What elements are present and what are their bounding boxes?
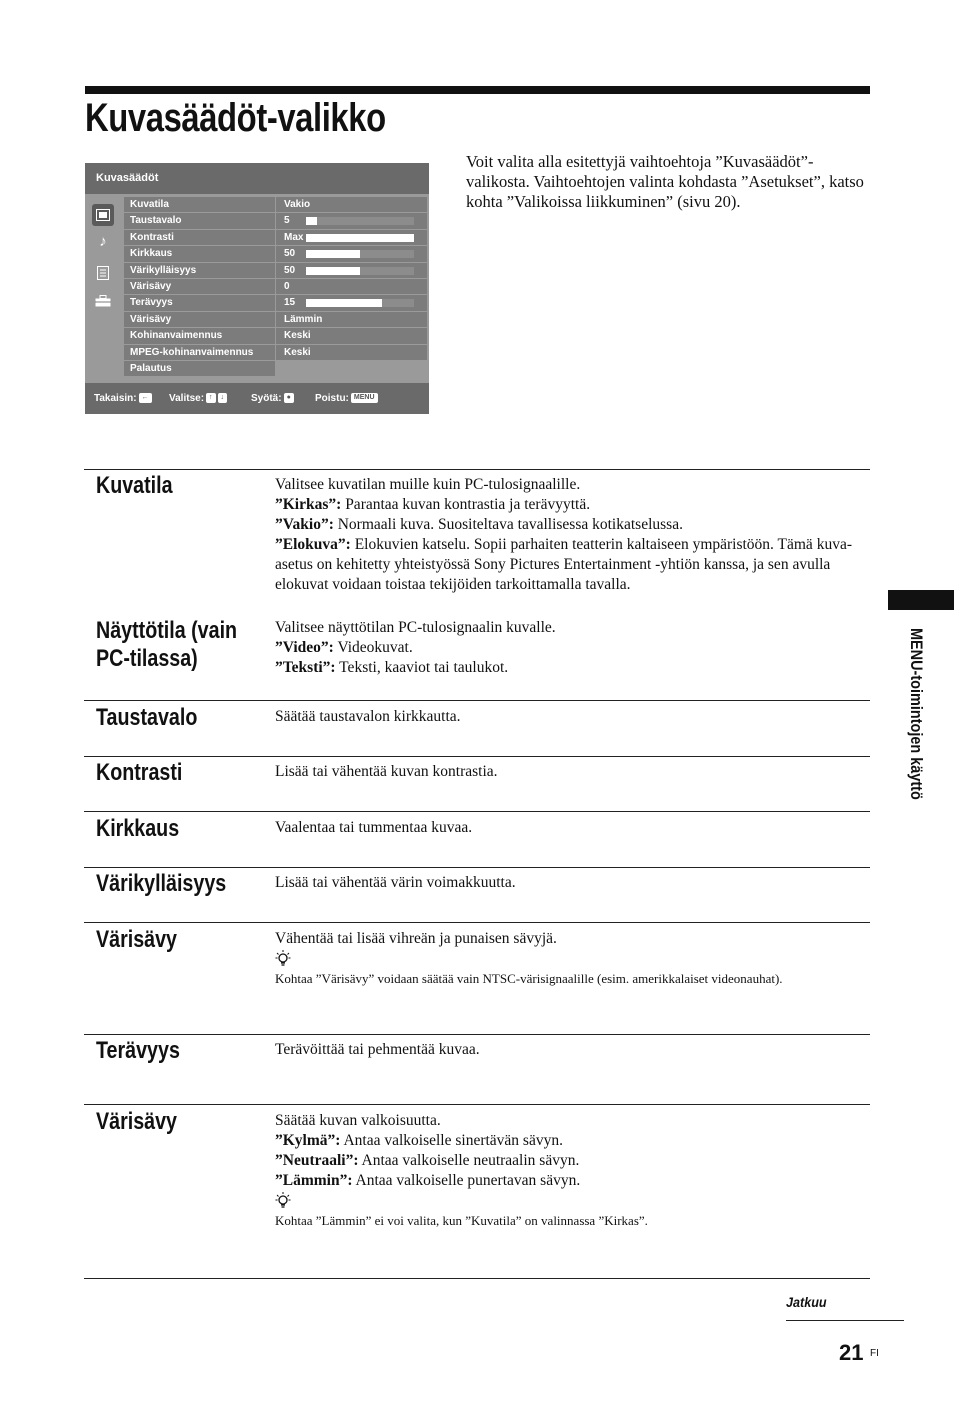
osd-row-value: 0 [276,279,427,294]
osd-level-bar [306,250,414,258]
osd-row-value: Vakio [276,197,427,212]
divider [84,1104,870,1105]
desc-kirkkaus: Vaalentaa tai tummentaa kuvaa. [275,819,473,836]
enter-key-icon: ● [284,393,294,403]
osd-row-label: Palautus [124,361,275,376]
term-teravyys: Terävyys [96,1037,180,1064]
osd-row [122,361,427,377]
term-varisavy-white: Värisävy [96,1108,177,1135]
osd-row [122,230,427,246]
section-tab [888,590,954,610]
osd-row [122,213,427,229]
osd-row [122,197,427,213]
osd-row-label: Kirkkaus [124,246,275,261]
osd-level-fill [306,250,360,258]
osd-row-label: Kontrasti [124,230,275,245]
osd-row-value: 5 [276,213,427,228]
osd-row [122,246,427,262]
side-section-label: MENU-toimintojen käyttö [907,628,926,800]
page-language: FI [870,1348,879,1359]
divider [84,1278,870,1279]
desc-varisavy: Vähentää tai lisää vihreän ja punaisen sävyjä. Kohtaa ”Värisävy” voidaan säätää vain NTSC-värisignaalille (esim. amerikkalaiset videonauhat). [275,930,783,986]
term-kuvatila: Kuvatila [96,472,173,499]
left-arrow-key-icon: ← [139,393,152,403]
osd-level-fill [306,234,414,242]
desc-kontrasti: Lisää tai vähentää kuvan kontrastia. [275,763,498,780]
osd-row-value: Max [276,230,427,245]
term-taustavalo: Taustavalo [96,704,198,731]
page-title: Kuvasäädöt-valikko [85,96,386,140]
osd-row [122,295,427,311]
osd-row-label: Taustavalo [124,213,275,228]
up-arrow-key-icon: ↑ [206,393,216,403]
term-nayttotila: Näyttötila (vain PC-tilassa) [96,617,238,672]
desc-taustavalo: Säätää taustavalon kirkkautta. [275,708,461,725]
osd-level-bar [306,299,414,307]
picture-icon [92,204,114,226]
osd-footer: Takaisin: ← Valitse: ↑ ↓ Syötä: ● Poistu: MENU [85,383,429,414]
osd-row-label: Värisävy [124,312,275,327]
osd-level-bar [306,234,414,242]
divider [84,469,870,470]
divider [84,1034,870,1035]
osd-row [122,263,427,279]
osd-header: Kuvasäädöt [85,163,429,194]
osd-row [122,279,427,295]
osd-level-fill [306,217,317,225]
divider [84,756,870,757]
osd-level-fill [306,267,360,275]
sound-note-icon: ♪ [99,232,107,250]
osd-level-bar [306,217,414,225]
osd-row-value: 15 [276,295,427,310]
osd-row-label: Kuvatila [124,197,275,212]
continued-rule [786,1320,904,1321]
page-number: 21 [839,1340,864,1365]
osd-row [122,312,427,328]
osd-row-value: Keski [276,328,427,343]
divider [84,867,870,868]
osd-row [122,328,427,344]
down-arrow-key-icon: ↓ [218,393,228,403]
osd-row-value: 50 [276,263,427,278]
desc-kuvatila: Valitsee kuvatilan muille kuin PC-tulosignaalille. ”Kirkas”: Parantaa kuvan kontrastia ja terävyyttä. ”Vakio”: Normaali kuva. Suositeltava tavallisessa kotikatselussa. ”Elokuva”: Elokuvien katselu. Sopii parhaiten teatterin kaltaiseen ympäristöön. Tämä kuva-asetus on kehitetty yhteistyössä Sony Pictures Entertainment -yhtiön kanssa, ja sen avulla elokuvat voidaan toistaa tekijöiden tarkoittamalla tavalla. [275,476,852,593]
osd-row-value: Keski [276,345,427,360]
term-varikyllaisyys: Värikylläisyys [96,870,227,897]
settings-list-icon [92,262,114,284]
menu-key-icon: MENU [351,393,378,403]
osd-row-label: Värikylläisyys [124,263,275,278]
desc-varisavy-white: Säätää kuvan valkoisuutta. ”Kylmä”: Antaa valkoiselle sinertävän sävyn. ”Neutraali”: Antaa valkoiselle neutraalin sävyn. ”Lämmin”: Antaa valkoiselle punertavan sävyn. Kohtaa ”Lämmin” ei voi valita, kun ”Kuvatila” on valinnassa ”Kirkas”. [275,1112,648,1228]
divider [84,700,870,701]
term-varisavy: Värisävy [96,926,177,953]
osd-icon-column [85,198,120,378]
term-kontrasti: Kontrasti [96,759,183,786]
divider [84,811,870,812]
osd-row-label: Värisävy [124,279,275,294]
osd-row-value: 50 [276,246,427,261]
osd-row [122,345,427,361]
top-rule [85,86,870,94]
toolbox-icon [92,290,114,312]
osd-rows [122,197,427,377]
osd-row-value: Lämmin [276,312,427,327]
divider [84,922,870,923]
osd-level-bar [306,267,414,275]
desc-varikyllaisyys: Lisää tai vähentää värin voimakkuutta. [275,874,516,891]
tip-lightbulb-icon [275,949,291,969]
intro-paragraph: Voit valita alla esitettyjä vaihtoehtoja ”Kuvasäädöt”-valikosta. Vaihtoehtojen valinta kohdasta ”Asetukset”, katso kohta ”Valikoissa liikkuminen” (sivu 20). [466,152,864,211]
continued-label: Jatkuu [786,1294,827,1310]
osd-menu-illustration [85,163,429,414]
osd-level-fill [306,299,382,307]
osd-row-label: Kohinanvaimennus [124,328,275,343]
osd-row-label: Terävyys [124,295,275,310]
term-kirkkaus: Kirkkaus [96,815,180,842]
desc-nayttotila: Valitsee näyttötilan PC-tulosignaalin kuvalle. ”Video”: Videokuvat. ”Teksti”: Teksti, kaaviot tai taulukot. [275,619,556,676]
desc-teravyys: Terävöittää tai pehmentää kuvaa. [275,1041,480,1058]
tip-lightbulb-icon [275,1191,291,1211]
osd-row-label: MPEG-kohinanvaimennus [124,345,275,360]
